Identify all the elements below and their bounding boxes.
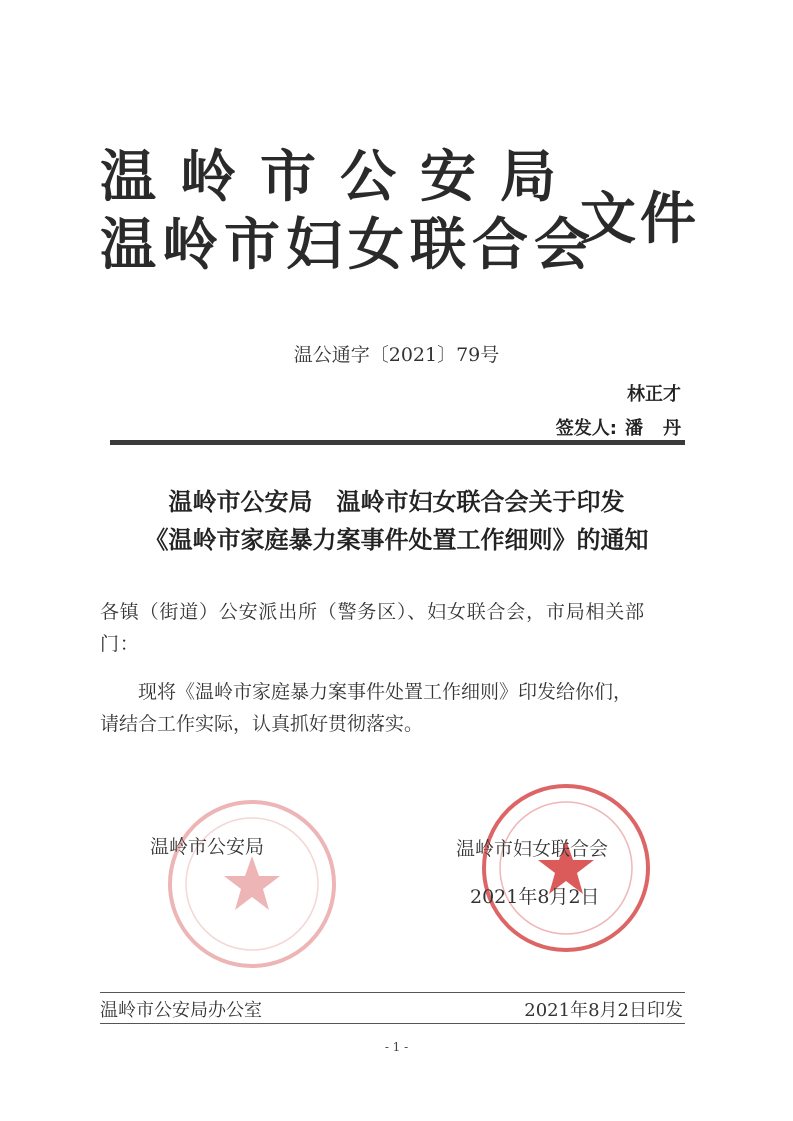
recipients-line-1: 各镇（街道）公安派出所（警务区）、妇女联合会，市局相关部 xyxy=(100,601,645,623)
issuer-name: 潘丹 xyxy=(625,418,701,439)
recipients-line-2: 门： xyxy=(100,633,140,655)
signature-police: 温岭市公安局 xyxy=(150,836,265,858)
police-seal-stamp xyxy=(168,800,336,968)
notice-title-line-1: 温岭市公安局 温岭市妇女联合会关于印发 xyxy=(168,487,625,516)
header-document-suffix: 文件 xyxy=(580,187,700,252)
signer-handwritten-name: 林正才 xyxy=(627,384,681,405)
signature-women-federation: 温岭市妇女联合会 xyxy=(456,838,609,860)
footer-bottom-rule xyxy=(100,1023,685,1024)
recipients xyxy=(100,596,688,660)
header-issuer-women-federation: 温岭市妇女联合会 xyxy=(100,213,596,278)
women-federation-seal-stamp xyxy=(482,784,650,952)
page-number: - 1 - xyxy=(384,1040,409,1054)
body-paragraph-line-2: 请结合工作实际，认真抓好贯彻落实。 xyxy=(100,713,424,735)
issuer-label: 签发人: xyxy=(555,418,617,439)
document-number: 温公通字〔2021〕79号 xyxy=(293,344,500,366)
header-divider xyxy=(110,440,685,445)
header-issuer-police: 温岭市公安局 xyxy=(100,145,580,210)
footer-print-date: 2021年8月2日印发 xyxy=(524,1000,683,1021)
body-paragraph xyxy=(100,676,688,740)
signature-date: 2021年8月2日 xyxy=(470,886,600,908)
notice-title-line-2: 《温岭市家庭暴力案事件处置工作细则》的通知 xyxy=(144,525,649,554)
star-icon xyxy=(486,788,646,948)
footer-top-rule xyxy=(100,992,685,993)
footer-office: 温岭市公安局办公室 xyxy=(100,1000,262,1021)
star-icon xyxy=(172,804,332,964)
body-paragraph-line-1: 现将《温岭市家庭暴力案事件处置工作细则》印发给你们， xyxy=(138,681,633,703)
issuer-row xyxy=(555,414,701,440)
